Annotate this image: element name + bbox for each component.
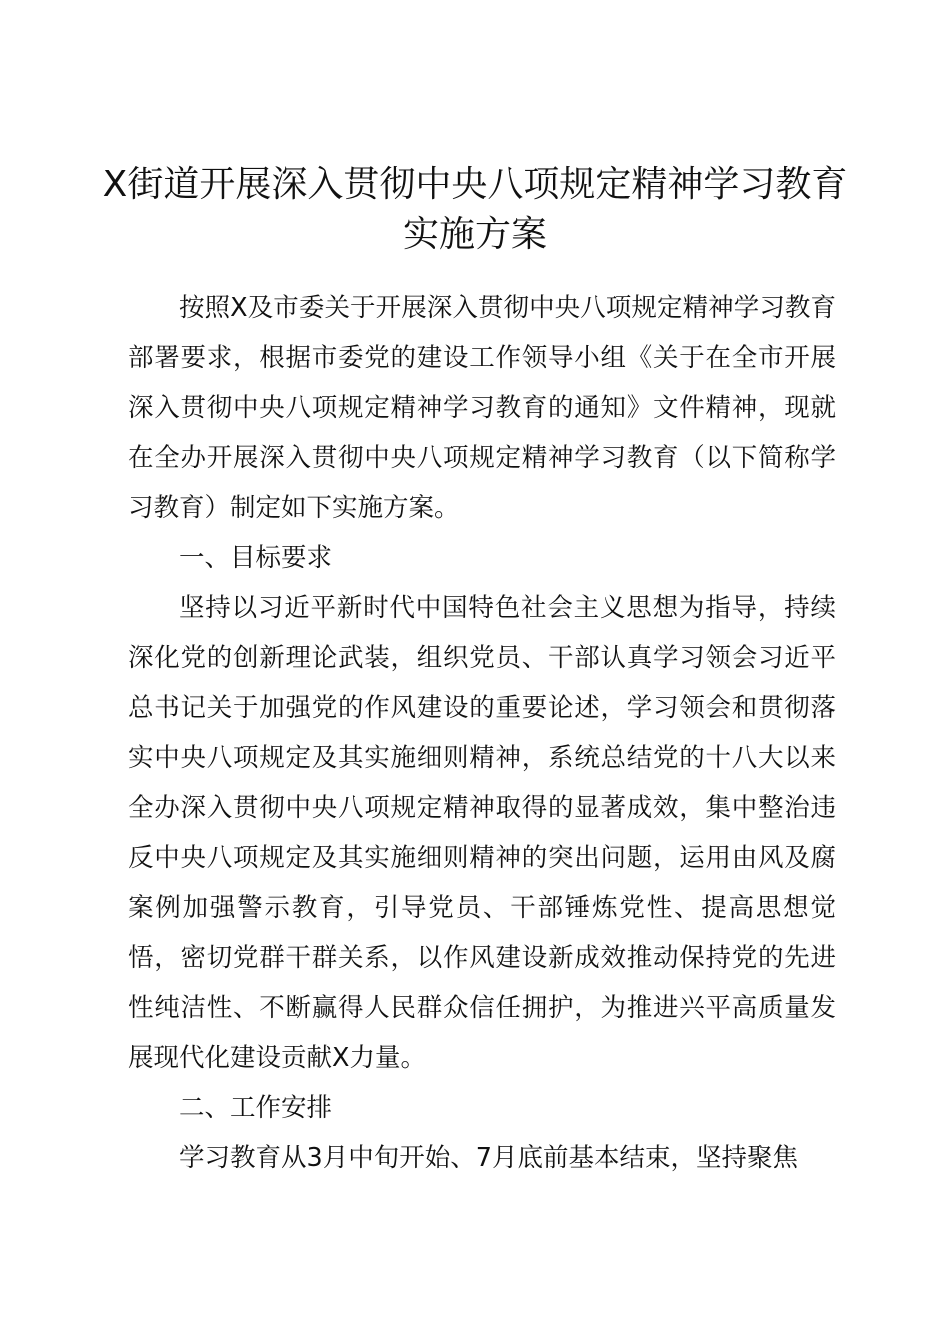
intro-paragraph: 按照X及市委关于开展深入贯彻中央八项规定精神学习教育部署要求，根据市委党的建设工作领导小组《关于在全市开展深入贯彻中央八项规定精神学习教育的通知》文件精神，现就在全办开展深入贯彻中央八项规定精神学习教育（以下简称学习教育）制定如下实施方案。 [128,293,836,523]
section-heading-goals: 一、目标要求 [179,543,333,573]
document-title: X街道开展深入贯彻中央八项规定精神学习教育实施方案 [102,164,848,255]
arrangement-paragraph: 学习教育从3月中旬开始、7月底前基本结束，坚持聚焦 [179,1143,798,1173]
section-heading-arrangement: 二、工作安排 [179,1093,333,1123]
document-body [128,283,836,1183]
goals-paragraph: 坚持以习近平新时代中国特色社会主义思想为指导，持续深化党的创新理论武装，组织党员、干部认真学习领会习近平总书记关于加强党的作风建设的重要论述，学习领会和贯彻落实中央八项规定及其实施细则精神，系统总结党的十八大以来全办深入贯彻中央八项规定精神取得的显著成效，集中整治违反中央八项规定及其实施细则精神的突出问题，运用由风及腐案例加强警示教育，引导党员、干部锤炼党性、提高思想觉悟，密切党群干群关系，以作风建设新成效推动保持党的先进性纯洁性、不断赢得人民群众信任拥护，为推进兴平高质量发展现代化建设贡献X力量。 [128,593,836,1073]
